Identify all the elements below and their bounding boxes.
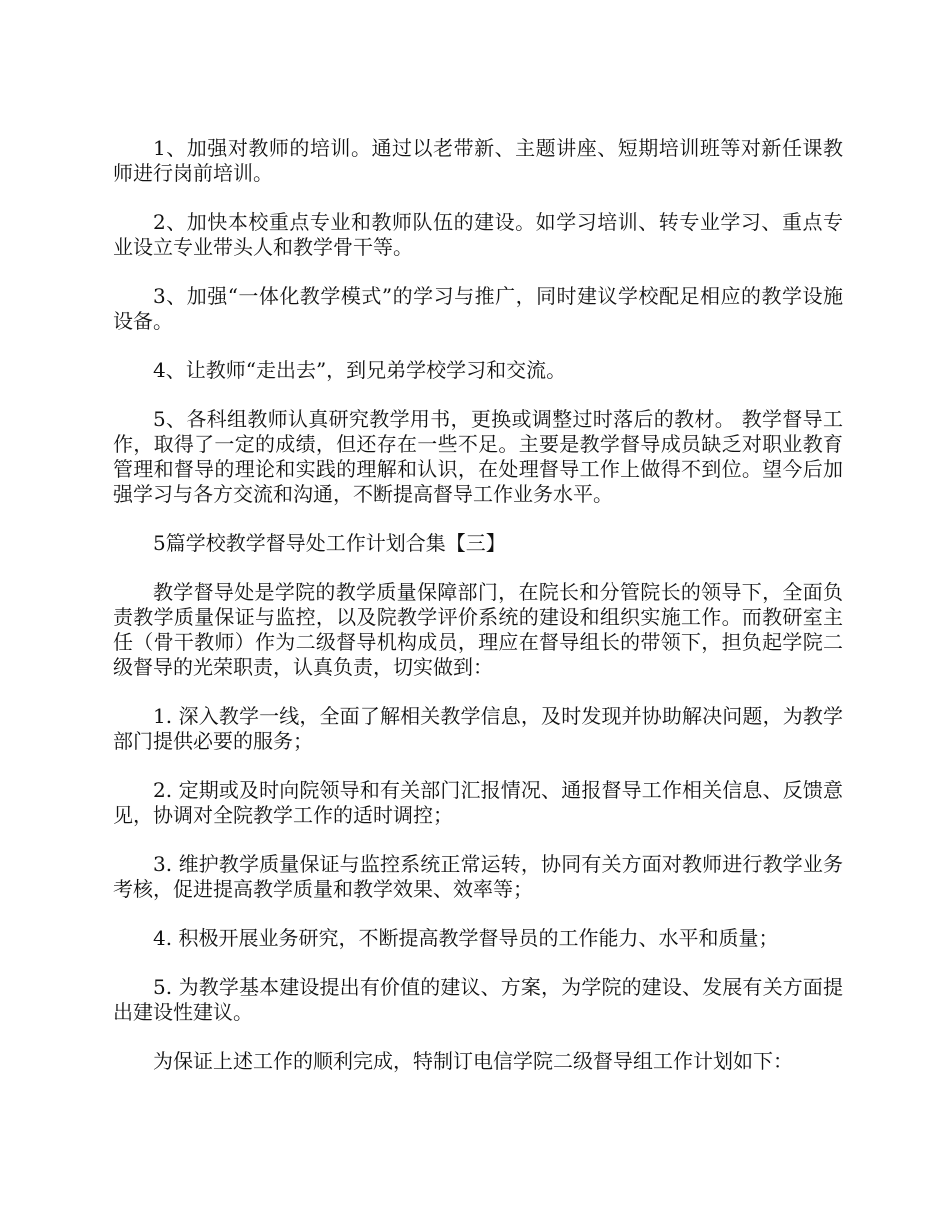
paragraph-integrated-teaching: 3、加强“一体化教学模式”的学习与推广，同时建议学校配足相应的教学设施设备。 bbox=[113, 284, 843, 333]
paragraph-go-out: 4、让教师“走出去”，到兄弟学校学习和交流。 bbox=[153, 358, 567, 382]
list-item-2: 2. 定期或及时向院领导和有关部门汇报情况、通报督导工作相关信息、反馈意见，协调对全院教学工作的适时调控； bbox=[113, 778, 843, 827]
section-heading: 5篇学校教学督导处工作计划合集【三】 bbox=[153, 531, 506, 555]
list-item-4: 4. 积极开展业务研究，不断提高教学督导员的工作能力、水平和质量； bbox=[153, 926, 779, 950]
paragraph-intro: 教学督导处是学院的教学质量保障部门，在院长和分管院长的领导下，全面负责教学质量保证与监控，以及院教学评价系统的建设和组织实施工作。而教研室主任（骨干教师）作为二级督导机构成员，理应在督导组长的带领下，担负起学院二级督导的光荣职责，认真负责，切实做到： bbox=[113, 580, 843, 679]
paragraph-textbooks: 5、各科组教师认真研究教学用书，更换或调整过时落后的教材。 教学督导工作，取得了一定的成绩，但还存在一些不足。主要是教学督导成员缺乏对职业教育管理和督导的理论和实践的理解和认识，在处理督导工作上做得不到位。望今后加强学习与各方交流和沟通，不断提高督导工作业务水平。 bbox=[113, 407, 843, 506]
list-item-3: 3. 维护教学质量保证与监控系统正常运转，协同有关方面对教师进行教学业务考核，促进提高教学质量和教学效果、效率等； bbox=[113, 852, 843, 901]
list-item-1: 1. 深入教学一线，全面了解相关教学信息，及时发现并协助解决问题，为教学部门提供必要的服务； bbox=[113, 704, 843, 753]
document-body bbox=[113, 136, 843, 1098]
list-item-5: 5. 为教学基本建设提出有价值的建议、方案，为学院的建设、发展有关方面提出建设性建议。 bbox=[113, 975, 843, 1024]
paragraph-key-majors: 2、加快本校重点专业和教师队伍的建设。如学习培训、转专业学习、重点专业设立专业带头人和教学骨干等。 bbox=[113, 210, 843, 259]
paragraph-training: 1、加强对教师的培训。通过以老带新、主题讲座、短期培训班等对新任课教师进行岗前培训。 bbox=[113, 136, 843, 185]
paragraph-plan-lead: 为保证上述工作的顺利完成，特制订电信学院二级督导组工作计划如下： bbox=[153, 1049, 793, 1073]
